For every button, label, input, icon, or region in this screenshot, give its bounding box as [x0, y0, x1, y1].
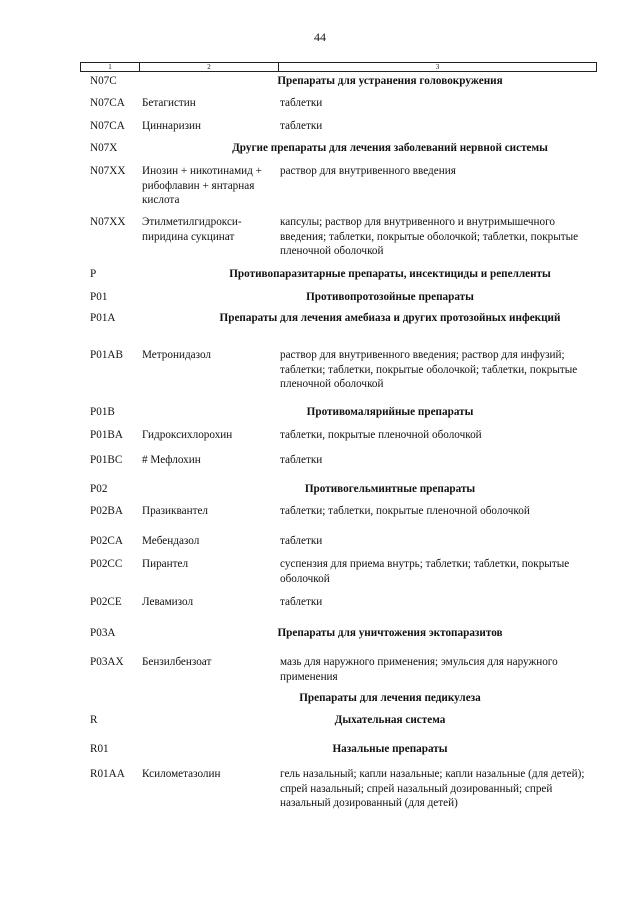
dosage-form: мазь для наружного применения; эмульсия для наружного применения	[280, 656, 558, 683]
atc-code: N07C	[90, 75, 117, 87]
drug-name: Инозин + никотинамид + рибофлавин + янтарная кислота	[142, 165, 262, 206]
section-title: Противопаразитарные препараты, инсектициды и репелленты	[229, 268, 551, 280]
dosage-form: таблетки; таблетки, покрытые пленочной оболочкой	[280, 505, 530, 517]
dosage-form: капсулы; раствор для внутривенного и внутримышечного введения; таблетки, покрытые оболочкой; таблетки, покрытые пленочной оболочкой	[280, 216, 579, 257]
atc-code: N07CA	[90, 120, 125, 132]
section-title: Препараты для лечения амебиаза и других протозойных инфекций	[219, 312, 561, 324]
atc-code: N07XX	[90, 216, 126, 228]
section-title: Другие препараты для лечения заболеваний нервной системы	[232, 142, 548, 154]
dosage-form: суспензия для приема внутрь; таблетки; таблетки, покрытые оболочкой	[280, 558, 570, 585]
dosage-form: таблетки	[280, 120, 323, 132]
section-title: Противопротозойные препараты	[306, 291, 474, 303]
section-title: Противогельминтные препараты	[304, 483, 476, 495]
section-title: Назальные препараты	[332, 743, 448, 755]
atc-code: P02BA	[90, 505, 123, 517]
drug-name: Празиквантел	[142, 505, 209, 517]
drug-name: Гидроксихлорохин	[142, 429, 233, 441]
dosage-form: таблетки	[280, 535, 323, 547]
atc-code: P02CA	[90, 535, 123, 547]
table-column-header	[80, 62, 597, 72]
section-title: Препараты для уничтожения эктопаразитов	[277, 627, 503, 639]
dosage-form: раствор для внутривенного введения	[280, 165, 456, 177]
drug-name: Метронидазол	[142, 349, 211, 361]
column-header-3: 3	[435, 63, 440, 71]
atc-code: P03AX	[90, 656, 124, 668]
dosage-form: раствор для внутривенного введения; раствор для инфузий; таблетки; таблетки, покрытые оболочкой; таблетки, покрытые пленочной оболочкой	[280, 349, 578, 390]
atc-code: P01	[90, 291, 108, 303]
atc-code: P01A	[90, 312, 116, 324]
drug-name: Ксилометазолин	[142, 768, 221, 780]
drug-name: # Мефлохин	[142, 454, 201, 466]
atc-code: R01	[90, 743, 109, 755]
section-title: Препараты для лечения педикулеза	[299, 692, 481, 704]
atc-code: P02CC	[90, 558, 123, 570]
page-number: 44	[314, 30, 326, 44]
atc-code: P01BA	[90, 429, 123, 441]
atc-code: N07X	[90, 142, 118, 154]
drug-name: Циннаризин	[142, 120, 201, 132]
atc-code: P01BC	[90, 454, 123, 466]
section-title: Дыхательная система	[334, 714, 446, 726]
column-header-1: 1	[81, 63, 140, 71]
atc-code: P02	[90, 483, 108, 495]
drug-name: Этилметилгидрокси-пиридина сукцинат	[142, 216, 242, 243]
atc-code: P03A	[90, 627, 116, 639]
dosage-form: гель назальный; капли назальные; капли назальные (для детей); спрей назальный; спрей назальный дозированный; спрей назальный дозированный (для детей)	[280, 768, 585, 809]
atc-code: R	[90, 714, 98, 726]
atc-code: N07XX	[90, 165, 126, 177]
drug-name: Мебендазол	[142, 535, 200, 547]
drug-name: Пирантел	[142, 558, 189, 570]
drug-name: Бетагистин	[142, 97, 196, 109]
section-title: Противомалярийные препараты	[306, 406, 474, 418]
drug-name: Левамизол	[142, 596, 194, 608]
dosage-form: таблетки	[280, 454, 323, 466]
atc-code: N07CA	[90, 97, 125, 109]
atc-code: P01B	[90, 406, 115, 418]
dosage-form: таблетки	[280, 596, 323, 608]
dosage-form: таблетки, покрытые пленочной оболочкой	[280, 429, 482, 441]
atc-code: P02CE	[90, 596, 122, 608]
atc-code: P	[90, 268, 97, 280]
drug-name: Бензилбензоат	[142, 656, 212, 668]
section-title: Препараты для устранения головокружения	[277, 75, 503, 87]
dosage-form: таблетки	[280, 97, 323, 109]
atc-code: P01AB	[90, 349, 123, 361]
column-header-2: 2	[140, 63, 279, 71]
atc-code: R01AA	[90, 768, 125, 780]
